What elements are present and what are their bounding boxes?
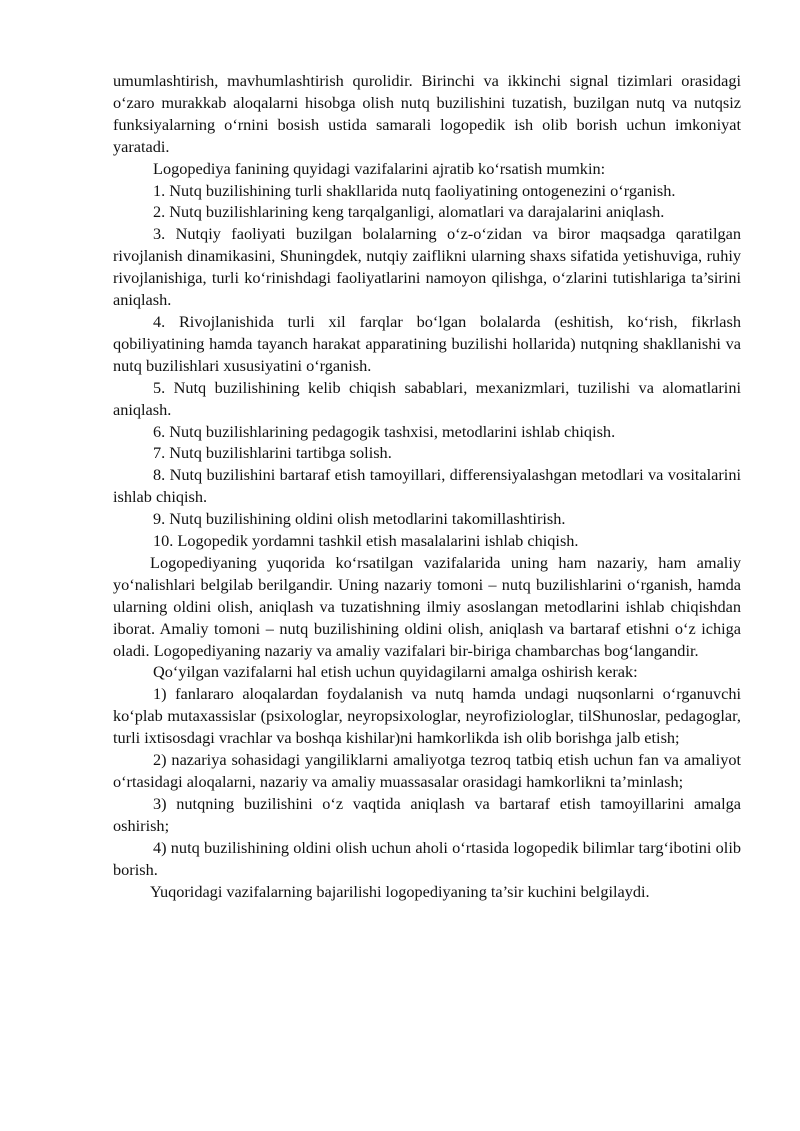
list-item-5: 5. Nutq buzilishining kelib chiqish sabablari, mexanizmlari, tuzilishi va alomatlarini aniqlash.: [113, 377, 741, 419]
list-item-4: 4. Rivojlanishida turli xil farqlar bo‘lgan bolalarda (eshitish, ko‘rish, fikrlash qobiliyatining hamda tayanch harakat apparatining buzilishi hollarida) nutqning shakllanishi va nutq buzilishlari xususiyatini o‘rganish.: [113, 311, 741, 375]
list-item-2: 2. Nutq buzilishlarining keng tarqalganligi, alomatlari va darajalarini aniqlash.: [153, 202, 665, 222]
list-item-7: 7. Nutq buzilishlarini tartibga solish.: [153, 443, 392, 463]
list-item-3: 3. Nutqiy faoliyati buzilgan bolalarning o‘z-o‘zidan va biror maqsadga qaratilgan rivojlanish dinamikasini, Shuningdek, nutqiy zaiflikni ularning shaxs sifatida yetishuviga, ruhiy rivojlanishiga, turli ko‘rinishdagi faoliyatlarini namoyon qilishga, o‘zlarini tutishlariga ta’sirini aniqlash.: [113, 224, 741, 310]
document-page: [113, 70, 741, 902]
list-item-1: 1. Nutq buzilishining turli shakllarida nutq faoliyatining ontogenezini o‘rganish.: [153, 180, 676, 200]
requirement-item-4: 4) nutq buzilishining oldini olish uchun aholi o‘rtasida logopedik bilimlar targ‘ibotini olib borish.: [113, 837, 741, 879]
requirement-item-2: 2) nazariya sohasidagi yangiliklarni amaliyotga tezroq tatbiq etish uchun fan va amaliyot o‘rtasidagi aloqalarni, nazariy va amaliy muassasalar orasidagi hamkorlikni ta’minlash;: [113, 750, 741, 791]
list-item-6: 6. Nutq buzilishlarining pedagogik tashxisi, metodlarini ishlab chiqish.: [153, 421, 616, 441]
list-item-10: 10. Logopedik yordamni tashkil etish masalalarini ishlab chiqish.: [153, 531, 579, 551]
list-item-9: 9. Nutq buzilishining oldini olish metodlarini takomillashtirish.: [153, 509, 566, 529]
requirement-item-3: 3) nutqning buzilishini o‘z vaqtida aniqlash va bartaraf etish tamoyillarini amalga oshirish;: [113, 793, 741, 835]
paragraph-conclusion: Yuqoridagi vazifalarning bajarilishi logopediyaning ta’sir kuchini belgilaydi.: [150, 881, 650, 901]
paragraph-tasks-heading: Logopediya fanining quyidagi vazifalarini ajratib ko‘rsatish mumkin:: [153, 158, 606, 178]
requirement-item-1: 1) fanlararo aloqalardan foydalanish va nutq hamda undagi nuqsonlarni o‘rganuvchi ko‘plab mutaxassislar (psixologlar, neyropsixologlar, neyrofiziologlar, tilShunoslar, pedagoglar, turli ixtisosdagi vrachlar va boshqa kishilar)ni hamkorlikda ish olib borishga jalb etish;: [113, 684, 741, 748]
paragraph-theory-practice: Logopediyaning yuqorida ko‘rsatilgan vazifalarida uning ham nazariy, ham amaliy yo‘nalishlari belgilab berilgandir. Uning nazariy tomoni – nutq buzilishlarini o‘rganish, hamda ularning oldini olish, aniqlash va tuzatishning ilmiy asoslangan metodlarini ishlab chiqishdan iborat. Amaliy tomoni – nutq buzilishining oldini olish, aniqlash va bartaraf etishni o‘z ichiga oladi. Logopediyaning nazariy va amaliy vazifalari bir-biriga chambarchas bog‘langandir.: [113, 552, 741, 660]
paragraph-intro: umumlashtirish, mavhumlashtirish qurolidir. Birinchi va ikkinchi signal tizimlari orasidagi o‘zaro murakkab aloqalarni hisobga olish nutq buzilishini tuzatish, buzilgan nutq va nutqsiz funksiyalarning o‘rnini bosish ustida samarali logopedik ish olib borish uchun imkoniyat yaratadi.: [113, 71, 741, 156]
list-item-8: 8. Nutq buzilishini bartaraf etish tamoyillari, differensiyalashgan metodlari va vositalarini ishlab chiqish.: [113, 465, 741, 507]
paragraph-requirements-heading: Qo‘yilgan vazifalarni hal etish uchun quyidagilarni amalga oshirish kerak:: [153, 662, 638, 682]
